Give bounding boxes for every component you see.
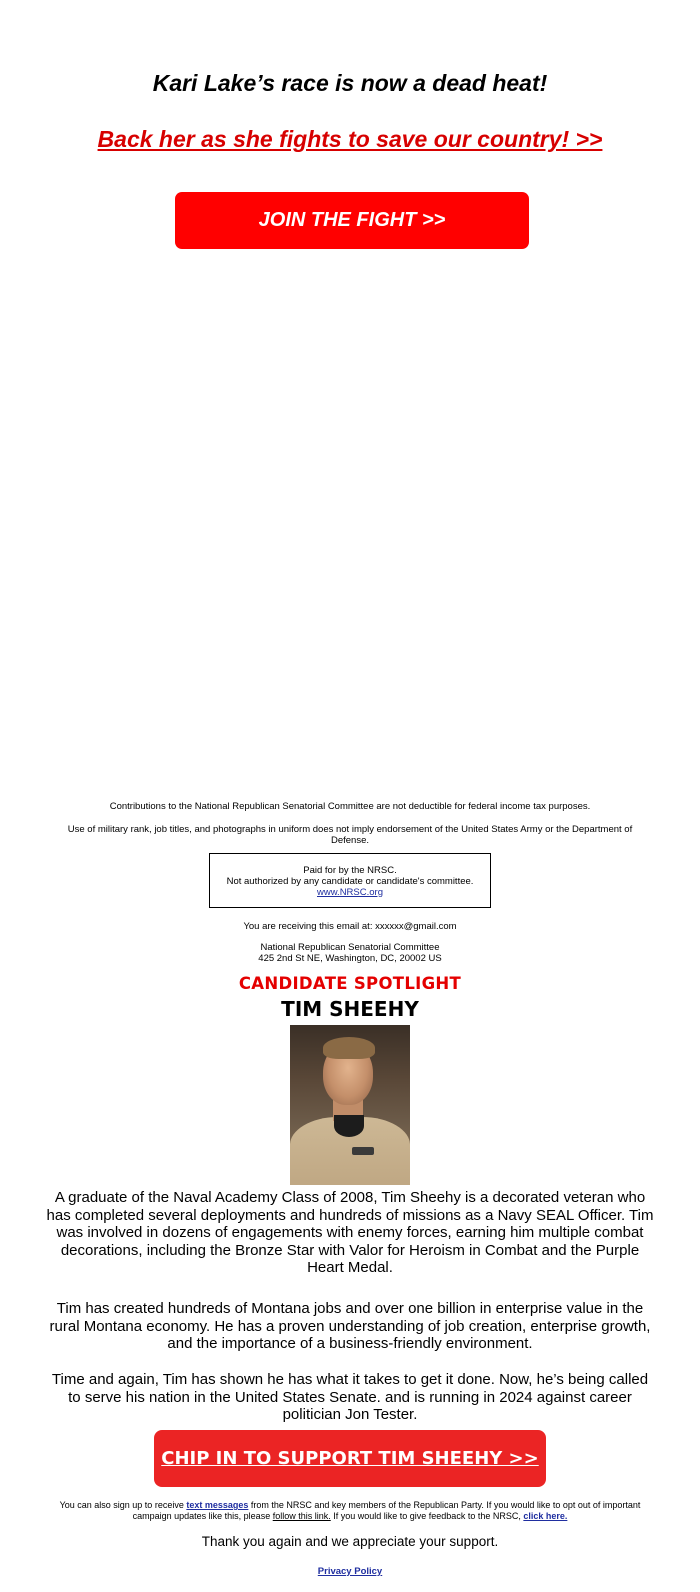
paid-for-line: Paid for by the NRSC. xyxy=(303,865,397,876)
chip-in-button[interactable]: CHIP IN TO SUPPORT TIM SHEEHY >> xyxy=(154,1430,546,1487)
subhead-link[interactable]: Back her as she fights to save our country! >> xyxy=(97,126,603,152)
spotlight-title: CANDIDATE SPOTLIGHT xyxy=(238,974,462,993)
tax-disclaimer: Contributions to the National Republican Senatorial Committee are not deductible for federal income tax purposes. xyxy=(109,801,591,812)
candidate-photo xyxy=(290,1025,410,1185)
receiving-email-line xyxy=(0,921,700,932)
optout-text-3: If you would like to give feedback to the NRSC, xyxy=(330,1511,524,1521)
paid-for-box xyxy=(209,853,491,908)
photo-hair xyxy=(323,1037,375,1059)
military-disclaimer: Use of military rank, job titles, and photographs in uniform does not imply endorsement of the United States Army or the Department of Defense. xyxy=(67,824,633,846)
receiving-email: xxxxxx@gmail.com xyxy=(375,921,457,932)
photo-collar xyxy=(334,1115,364,1137)
thank-you-line: Thank you again and we appreciate your support. xyxy=(201,1534,499,1549)
optout-text-2: from the NRSC and key members of the Republican Party. If you would like to opt out of important campaign updates like this, please xyxy=(132,1500,641,1521)
nrsc-website-link[interactable]: www.NRSC.org xyxy=(317,887,383,898)
join-the-fight-button[interactable]: JOIN THE FIGHT >> xyxy=(175,192,529,249)
bio-paragraph-2: Tim has created hundreds of Montana jobs and over one billion in enterprise value in the rural Montana economy. He has a proven understanding of job creation, enterprise growth, and the importance of a business-friendly environment. xyxy=(49,1300,651,1352)
optout-notice xyxy=(50,1500,650,1522)
optout-text-1: You can also sign up to receive xyxy=(59,1500,187,1510)
text-messages-link[interactable]: text messages xyxy=(186,1500,249,1510)
bio-paragraph-3: Time and again, Tim has shown he has what it takes to get it done. Now, he’s being called to serve his nation in the United States Senate. and is running in 2024 against career politician Jon Tester. xyxy=(51,1371,649,1423)
subhead xyxy=(0,126,700,153)
headline: Kari Lake’s race is now a dead heat! xyxy=(152,70,548,96)
privacy-policy-link[interactable]: Privacy Policy xyxy=(317,1566,383,1577)
candidate-name: TIM SHEEHY xyxy=(281,997,419,1021)
photo-name-patch xyxy=(352,1147,374,1155)
not-authorized-line: Not authorized by any candidate or candidate's committee. xyxy=(226,876,474,887)
org-name: National Republican Senatorial Committee xyxy=(260,942,440,953)
click-here-link[interactable]: click here. xyxy=(523,1511,568,1521)
follow-this-link[interactable]: follow this link. xyxy=(272,1511,331,1521)
receiving-prefix: You are receiving this email at: xyxy=(243,921,376,932)
org-address: 425 2nd St NE, Washington, DC, 20002 US xyxy=(258,953,442,964)
privacy-row xyxy=(0,1566,700,1577)
org-address-block xyxy=(0,942,700,964)
bio-paragraph-1: A graduate of the Naval Academy Class of 2008, Tim Sheehy is a decorated veteran who has completed several deployments and hundreds of missions as a Navy SEAL Officer. Tim was involved in dozens of engagements with enemy forces, earning him multiple combat decorations, including the Bronze Star with Valor for Heroism in Combat and the Purple Heart Medal. xyxy=(46,1189,654,1276)
